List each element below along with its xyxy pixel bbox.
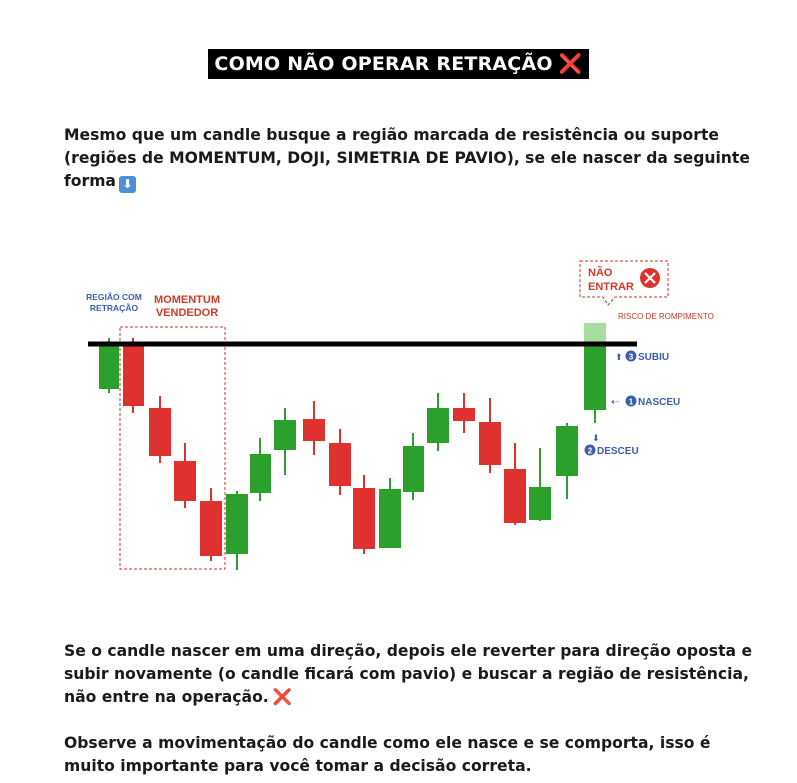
nao-entrar-callout [580, 261, 668, 305]
candle-body [149, 408, 171, 456]
label-nao: NÃO [588, 267, 613, 279]
candle-body [250, 454, 271, 493]
title-wrap [0, 49, 797, 79]
candle-body [479, 422, 501, 465]
svg-text:1: 1 [628, 397, 634, 407]
candle-body [427, 408, 449, 443]
candle-body [453, 408, 475, 421]
candle-body [99, 346, 119, 389]
candle-body [303, 419, 325, 441]
candlestick-figure [70, 243, 730, 583]
candle-body [329, 443, 351, 486]
candle-body [529, 487, 551, 520]
candle-body [504, 469, 526, 523]
annotation-nasceu [611, 396, 680, 409]
candle-body [403, 446, 424, 492]
paragraph-3-text: Observe a movimentação do candle como ele nasce e se comporta, isso é muito importante para você tomar a decisão correta. [64, 734, 711, 775]
candle-body [174, 461, 196, 501]
label-regiao-1: REGIÃO COM [86, 292, 142, 302]
candle-body [353, 488, 375, 549]
down-arrow-icon: ⬇ [592, 434, 600, 444]
title-text: COMO NÃO OPERAR RETRAÇÃO [214, 53, 553, 75]
cross-icon: ❌ [272, 688, 293, 706]
label-subiu: SUBIU [638, 352, 670, 363]
label-risco: RISCO DE ROMPIMENTO [618, 312, 714, 321]
candle-body [556, 426, 578, 476]
svg-text:3: 3 [628, 352, 634, 362]
paragraph-3 [64, 732, 754, 778]
up-arrow-icon: ⬆ [615, 353, 623, 363]
svg-text:⇠: ⇠ [611, 397, 620, 408]
cross-icon: ❌ [558, 53, 583, 75]
candle-body [274, 420, 296, 450]
candle-body [200, 501, 222, 556]
annotation-desceu [585, 434, 639, 457]
paragraph-2 [64, 640, 754, 709]
candle-body [123, 343, 144, 406]
candle-body [226, 494, 248, 554]
label-momentum-1: MOMENTUM [154, 294, 220, 306]
candle-body [379, 489, 401, 548]
page-title [208, 49, 588, 79]
intro-text: Mesmo que um candle busque a região marcada de resistência ou suporte (regiões de MOMENTUM, DOJI, SIMETRIA DE PAVIO), se ele nascer da seguinte forma [64, 126, 750, 190]
annotation-subiu [615, 351, 669, 364]
candle-body [584, 343, 606, 410]
arrow-down-icon: ⬇ [119, 176, 136, 193]
label-regiao-2: RETRAÇÃO [89, 303, 139, 313]
label-desceu: DESCEU [597, 446, 639, 457]
label-momentum-2: VENDEDOR [155, 307, 219, 319]
intro-paragraph [64, 124, 754, 193]
svg-text:2: 2 [587, 446, 593, 456]
label-nasceu: NASCEU [638, 397, 681, 408]
paragraph-2-text: Se o candle nascer em uma direção, depois ele reverter para direção oposta e subir novamente (o candle ficará com pavio) e buscar a região de resistência, não entre na operação. [64, 642, 753, 706]
candles [99, 323, 606, 570]
label-entrar: ENTRAR [588, 281, 634, 293]
